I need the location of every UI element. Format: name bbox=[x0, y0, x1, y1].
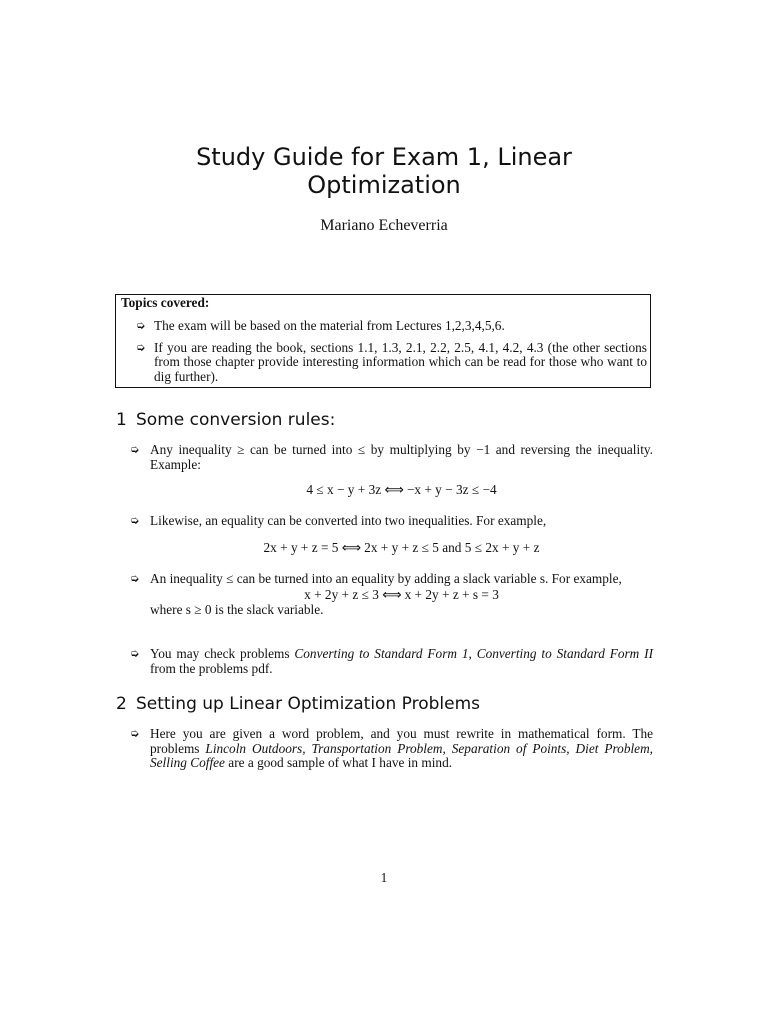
list-item-text: Any inequality ≥ can be turned into ≤ by multiplying by −1 and reversing the inequality. Example: bbox=[150, 442, 653, 472]
list-item-text: Here you are given a word problem, and you must rewrite in mathematical form. The problems Lincoln Outdoors, Transportation Problem, Separation of Points, Diet Problem, Selling Coffee are a good sample of what I have in mind. bbox=[150, 726, 653, 770]
topic-item-text: If you are reading the book, sections 1.1, 1.3, 2.1, 2.2, 2.5, 4.1, 4.2, 4.3 (the other sections from those chapter provide interesting information which can be read for those who want to dig further). bbox=[154, 339, 647, 384]
right-arrow-bullet-icon: ➭ bbox=[130, 514, 140, 527]
topic-item bbox=[121, 341, 650, 384]
section-heading bbox=[116, 410, 335, 430]
problem-name: Converting to Standard Form II bbox=[476, 646, 654, 661]
topic-item-text: The exam will be based on the material from Lectures 1,2,3,4,5,6. bbox=[154, 318, 505, 334]
topics-box bbox=[115, 294, 651, 388]
right-arrow-bullet-icon: ➭ bbox=[130, 727, 140, 740]
equation: x + 2y + z ≤ 3 ⟺ x + 2y + z + s = 3 bbox=[304, 586, 499, 602]
right-arrow-bullet-icon: ➭ bbox=[136, 319, 146, 333]
list-item bbox=[115, 647, 653, 676]
list-item-text: You may check problems Converting to Standard Form 1, Converting to Standard Form II from the problems pdf. bbox=[150, 646, 654, 676]
section-number: 2 bbox=[116, 694, 127, 714]
document-title: Study Guide for Exam 1, Linear Optimization bbox=[196, 143, 572, 199]
right-arrow-bullet-icon: ➭ bbox=[130, 647, 140, 660]
list-item-text: where s ≥ 0 is the slack variable. bbox=[150, 602, 324, 617]
list-item bbox=[115, 514, 653, 555]
right-arrow-bullet-icon: ➭ bbox=[130, 572, 140, 585]
equation: 2x + y + z = 5 ⟺ 2x + y + z ≤ 5 and 5 ≤ 2x + y + z bbox=[263, 539, 540, 555]
section-number: 1 bbox=[116, 410, 127, 430]
section-title: Setting up Linear Optimization Problems bbox=[136, 694, 480, 714]
list-item-text: Likewise, an equality can be converted into two inequalities. For example, bbox=[150, 513, 547, 528]
topic-item bbox=[121, 319, 650, 333]
topics-heading: Topics covered: bbox=[121, 295, 210, 310]
equation: 4 ≤ x − y + 3z ⟺ −x + y − 3z ≤ −4 bbox=[306, 482, 497, 497]
author-name: Mariano Echeverria bbox=[320, 217, 448, 234]
section-title: Some conversion rules: bbox=[136, 410, 336, 430]
list-item bbox=[115, 572, 653, 618]
section-heading bbox=[116, 694, 480, 714]
right-arrow-bullet-icon: ➭ bbox=[130, 443, 140, 456]
list-item-text: An inequality ≤ can be turned into an equality by adding a slack variable s. For example, bbox=[150, 571, 622, 586]
problem-names: Lincoln Outdoors, Transportation Problem, Separation of Points, Diet Problem, Selling Coffee bbox=[150, 740, 653, 770]
problem-name: Converting to Standard Form 1 bbox=[294, 646, 469, 661]
list-item bbox=[115, 443, 653, 498]
right-arrow-bullet-icon: ➭ bbox=[136, 340, 146, 354]
list-item bbox=[115, 727, 653, 771]
page-number: 1 bbox=[380, 870, 388, 885]
